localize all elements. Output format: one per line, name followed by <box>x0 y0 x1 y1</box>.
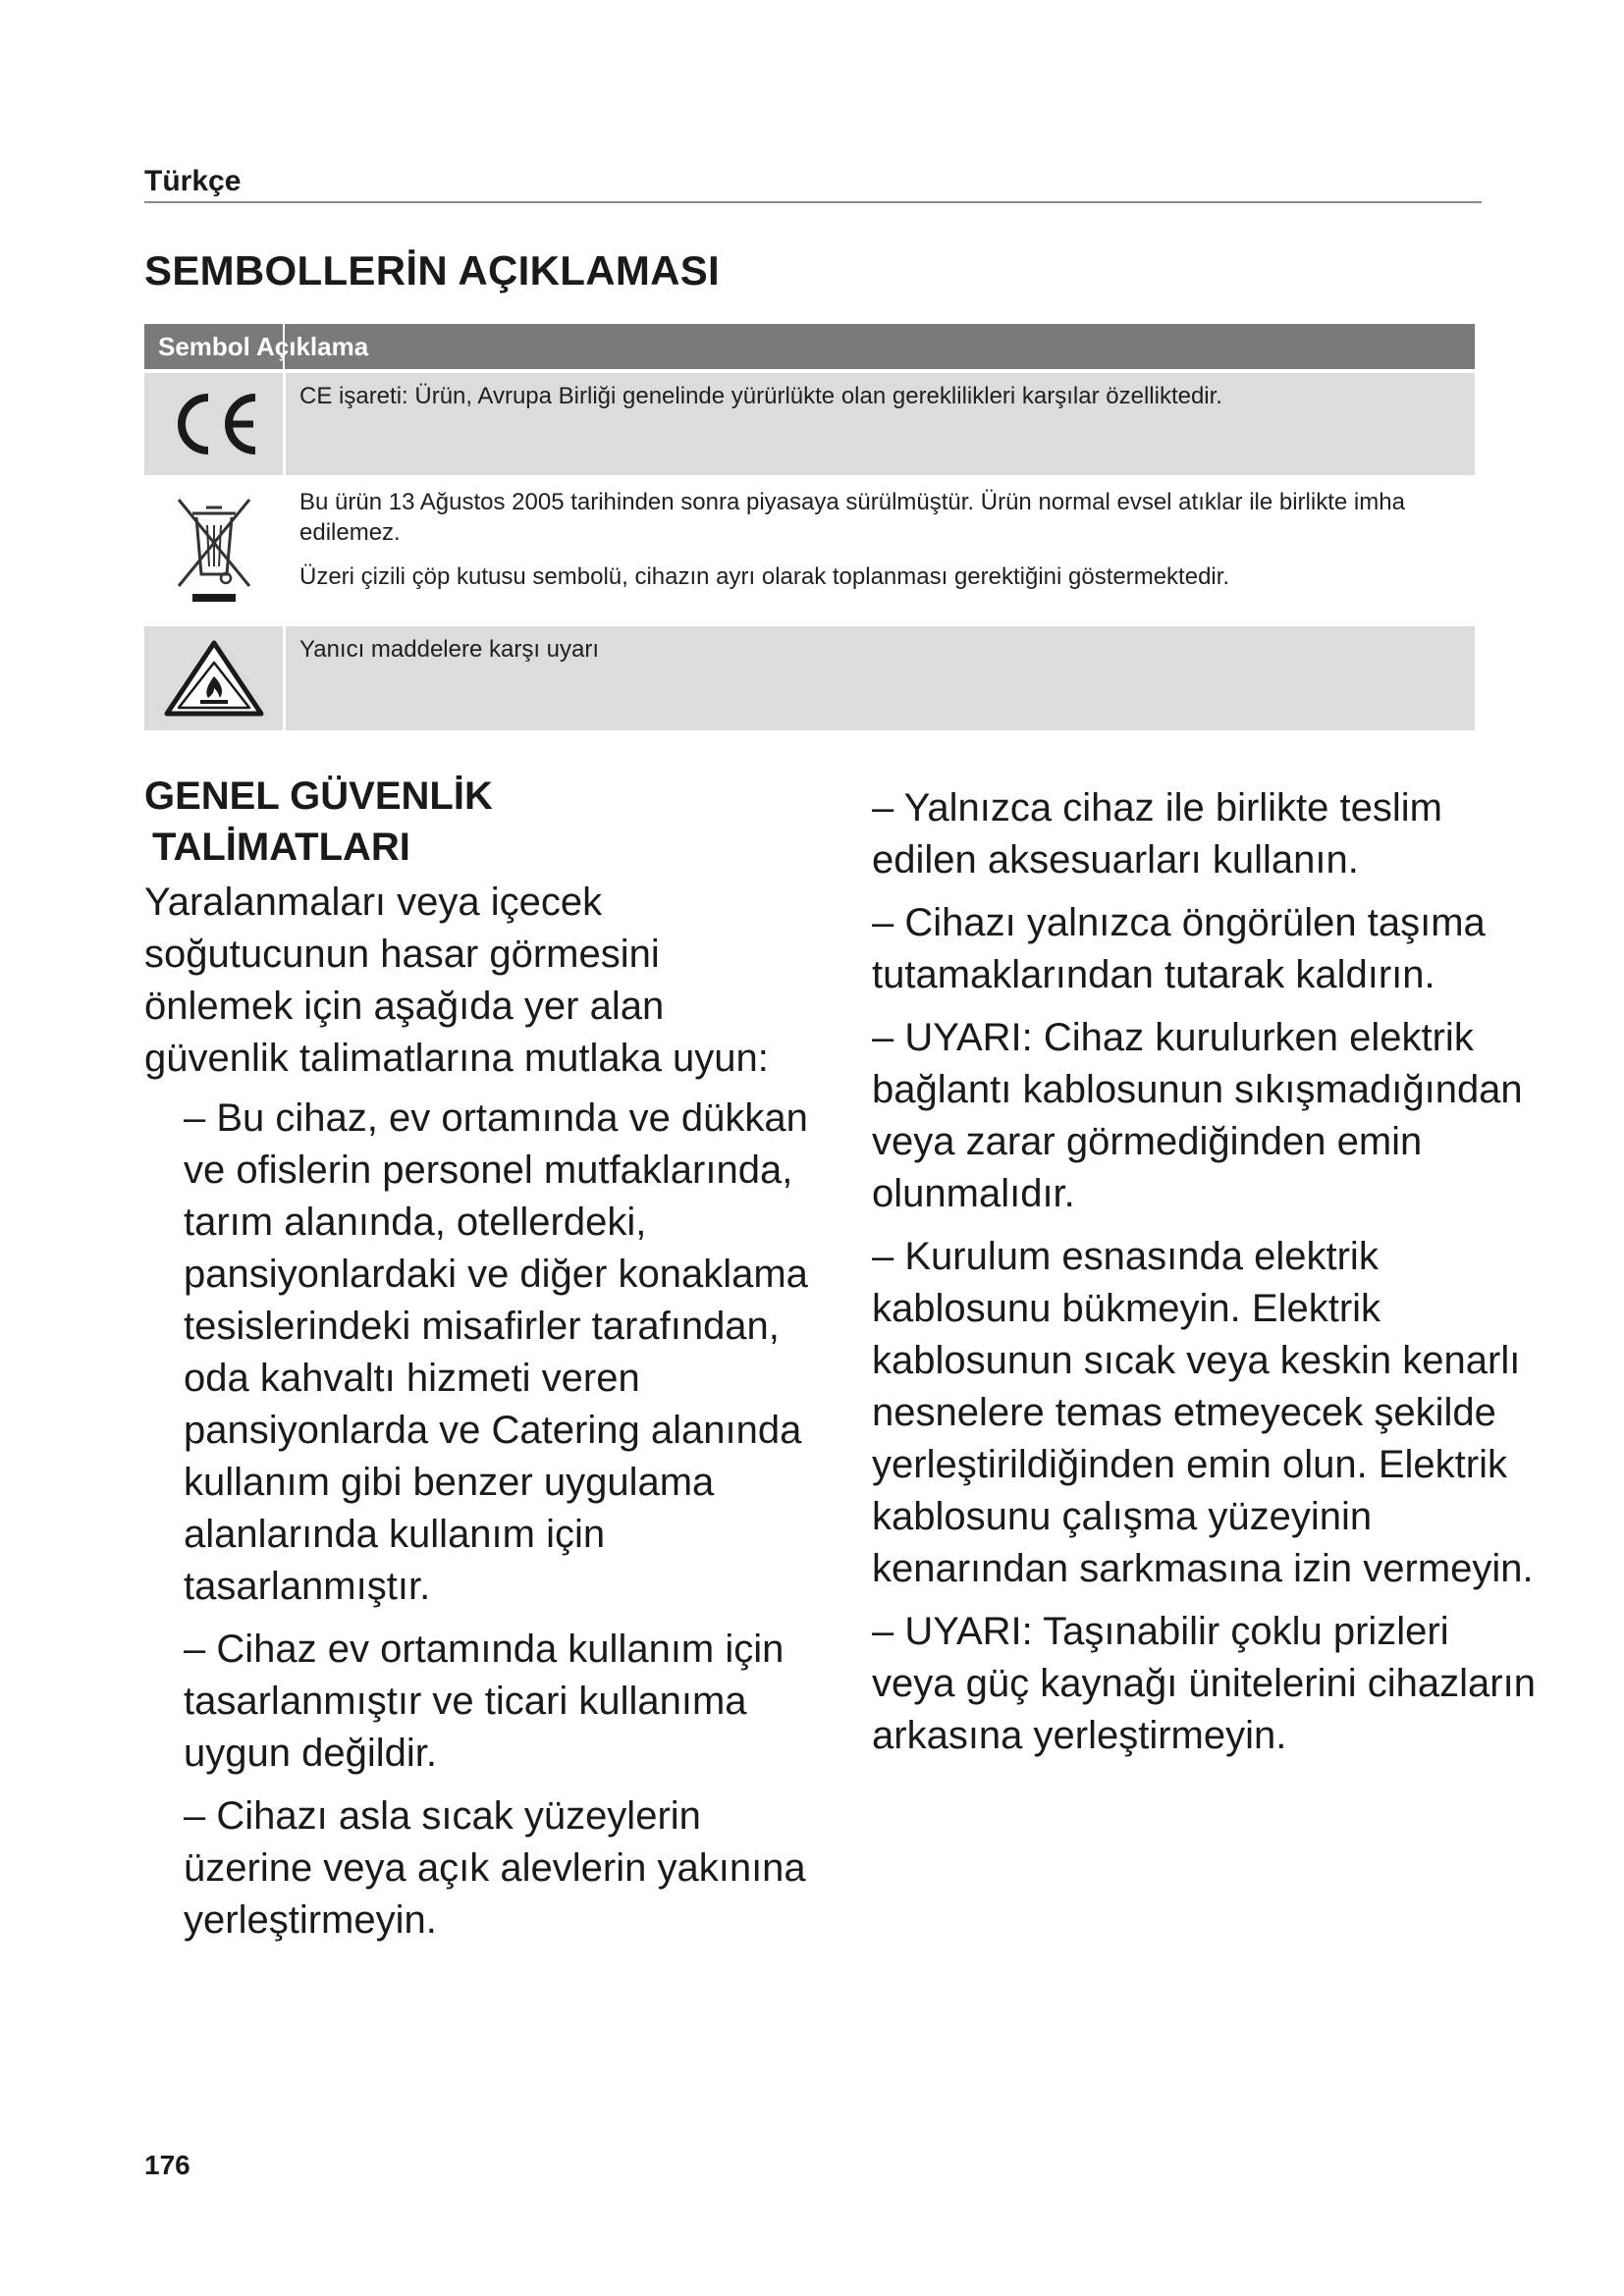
safety-intro: Yaralanmaları veya içecek soğutucunun hasar görmesini önlemek için aşağıda yer alan güvenlik talimatlarına mutlaka uyun: <box>144 881 769 1080</box>
symbols-table-header <box>144 324 1475 369</box>
left-column <box>144 771 812 1957</box>
safety-title-line2: TALİMATLARI <box>152 826 410 869</box>
safety-title-line1: GENEL GÜVENLİK <box>144 774 493 818</box>
safety-bullet: – Cihazı yalnızca öngörülen taşıma tutamaklarından tutarak kaldırın. <box>872 901 1486 996</box>
symbols-table <box>144 324 1475 730</box>
description-text: Bu ürün 13 Ağustos 2005 tarihinden sonra piyasaya sürülmüştür. Ürün normal evsel atıklar ile birlikte imha edilemez. <box>299 489 1405 546</box>
safety-bullet: – Bu cihaz, ev ortamında ve dükkan ve ofislerin personel mutfaklarında, tarım alanında, otellerdeki, pansiyonlardaki ve diğer konaklama tesislerindeki misafirler tarafından, oda kahvaltı hizmeti veren pansiyonlarda ve Catering alanında kullanım gibi benzer uygulama alanlarında kullanım için tasarlanmıştır. <box>184 1096 808 1608</box>
symbol-row-ce <box>144 369 1475 475</box>
safety-bullet: – UYARI: Cihaz kurulurken elektrik bağlantı kablosunun sıkışmadığından veya zarar görmediğinden emin olunmalıdır. <box>872 1016 1523 1215</box>
symbol-row-weee <box>144 475 1475 622</box>
header-description: Açıklama <box>256 332 369 361</box>
weee-description <box>286 479 1475 622</box>
symbols-section-title: SEMBOLLERİN AÇIKLAMASI <box>144 247 721 294</box>
description-text: Üzeri çizili çöp kutusu sembolü, cihazın ayrı olarak toplanması gerektiğini göstermektedir. <box>299 563 1230 590</box>
header-symbol: Sembol <box>158 332 250 361</box>
safety-section-title <box>144 771 812 873</box>
safety-bullet: – UYARI: Taşınabilir çoklu prizleri veya güç kaynağı ünitelerini cihazların arkasına yerleştirmeyin. <box>872 1610 1536 1757</box>
description-text: Yanıcı maddelere karşı uyarı <box>299 636 600 663</box>
description-text: CE işareti: Ürün, Avrupa Birliği genelinde yürürlükte olan gereklilikleri karşılar özelliktedir. <box>299 383 1222 409</box>
safety-bullet: – Cihaz ev ortamında kullanım için tasarlanmıştır ve ticari kullanıma uygun değildir. <box>184 1628 785 1775</box>
ce-mark-icon <box>144 373 283 475</box>
safety-bullet: – Yalnızca cihaz ile birlikte teslim edilen aksesuarları kullanın. <box>872 786 1442 881</box>
safety-bullet: – Cihazı asla sıcak yüzeylerin üzerine veya açık alevlerin yakınına yerleştirmeyin. <box>184 1794 806 1942</box>
language-label: Türkçe <box>144 165 242 197</box>
right-column <box>872 782 1540 1773</box>
flammable-warning-icon <box>144 626 283 730</box>
symbol-row-flammable <box>144 622 1475 730</box>
safety-bullet: – Kurulum esnasında elektrik kablosunu bükmeyin. Elektrik kablosunun sıcak veya keskin kenarlı nesnelere temas etmeyecek şekilde yerleştirildiğinden emin olun. Elektrik kablosunu çalışma yüzeyinin kenarından sarkmasına izin vermeyin. <box>872 1235 1534 1590</box>
ce-description <box>286 373 1475 475</box>
page-number: 176 <box>144 2150 190 2180</box>
crossed-bin-icon <box>144 479 283 622</box>
flammable-description <box>286 626 1475 730</box>
header-divider <box>144 201 1482 203</box>
